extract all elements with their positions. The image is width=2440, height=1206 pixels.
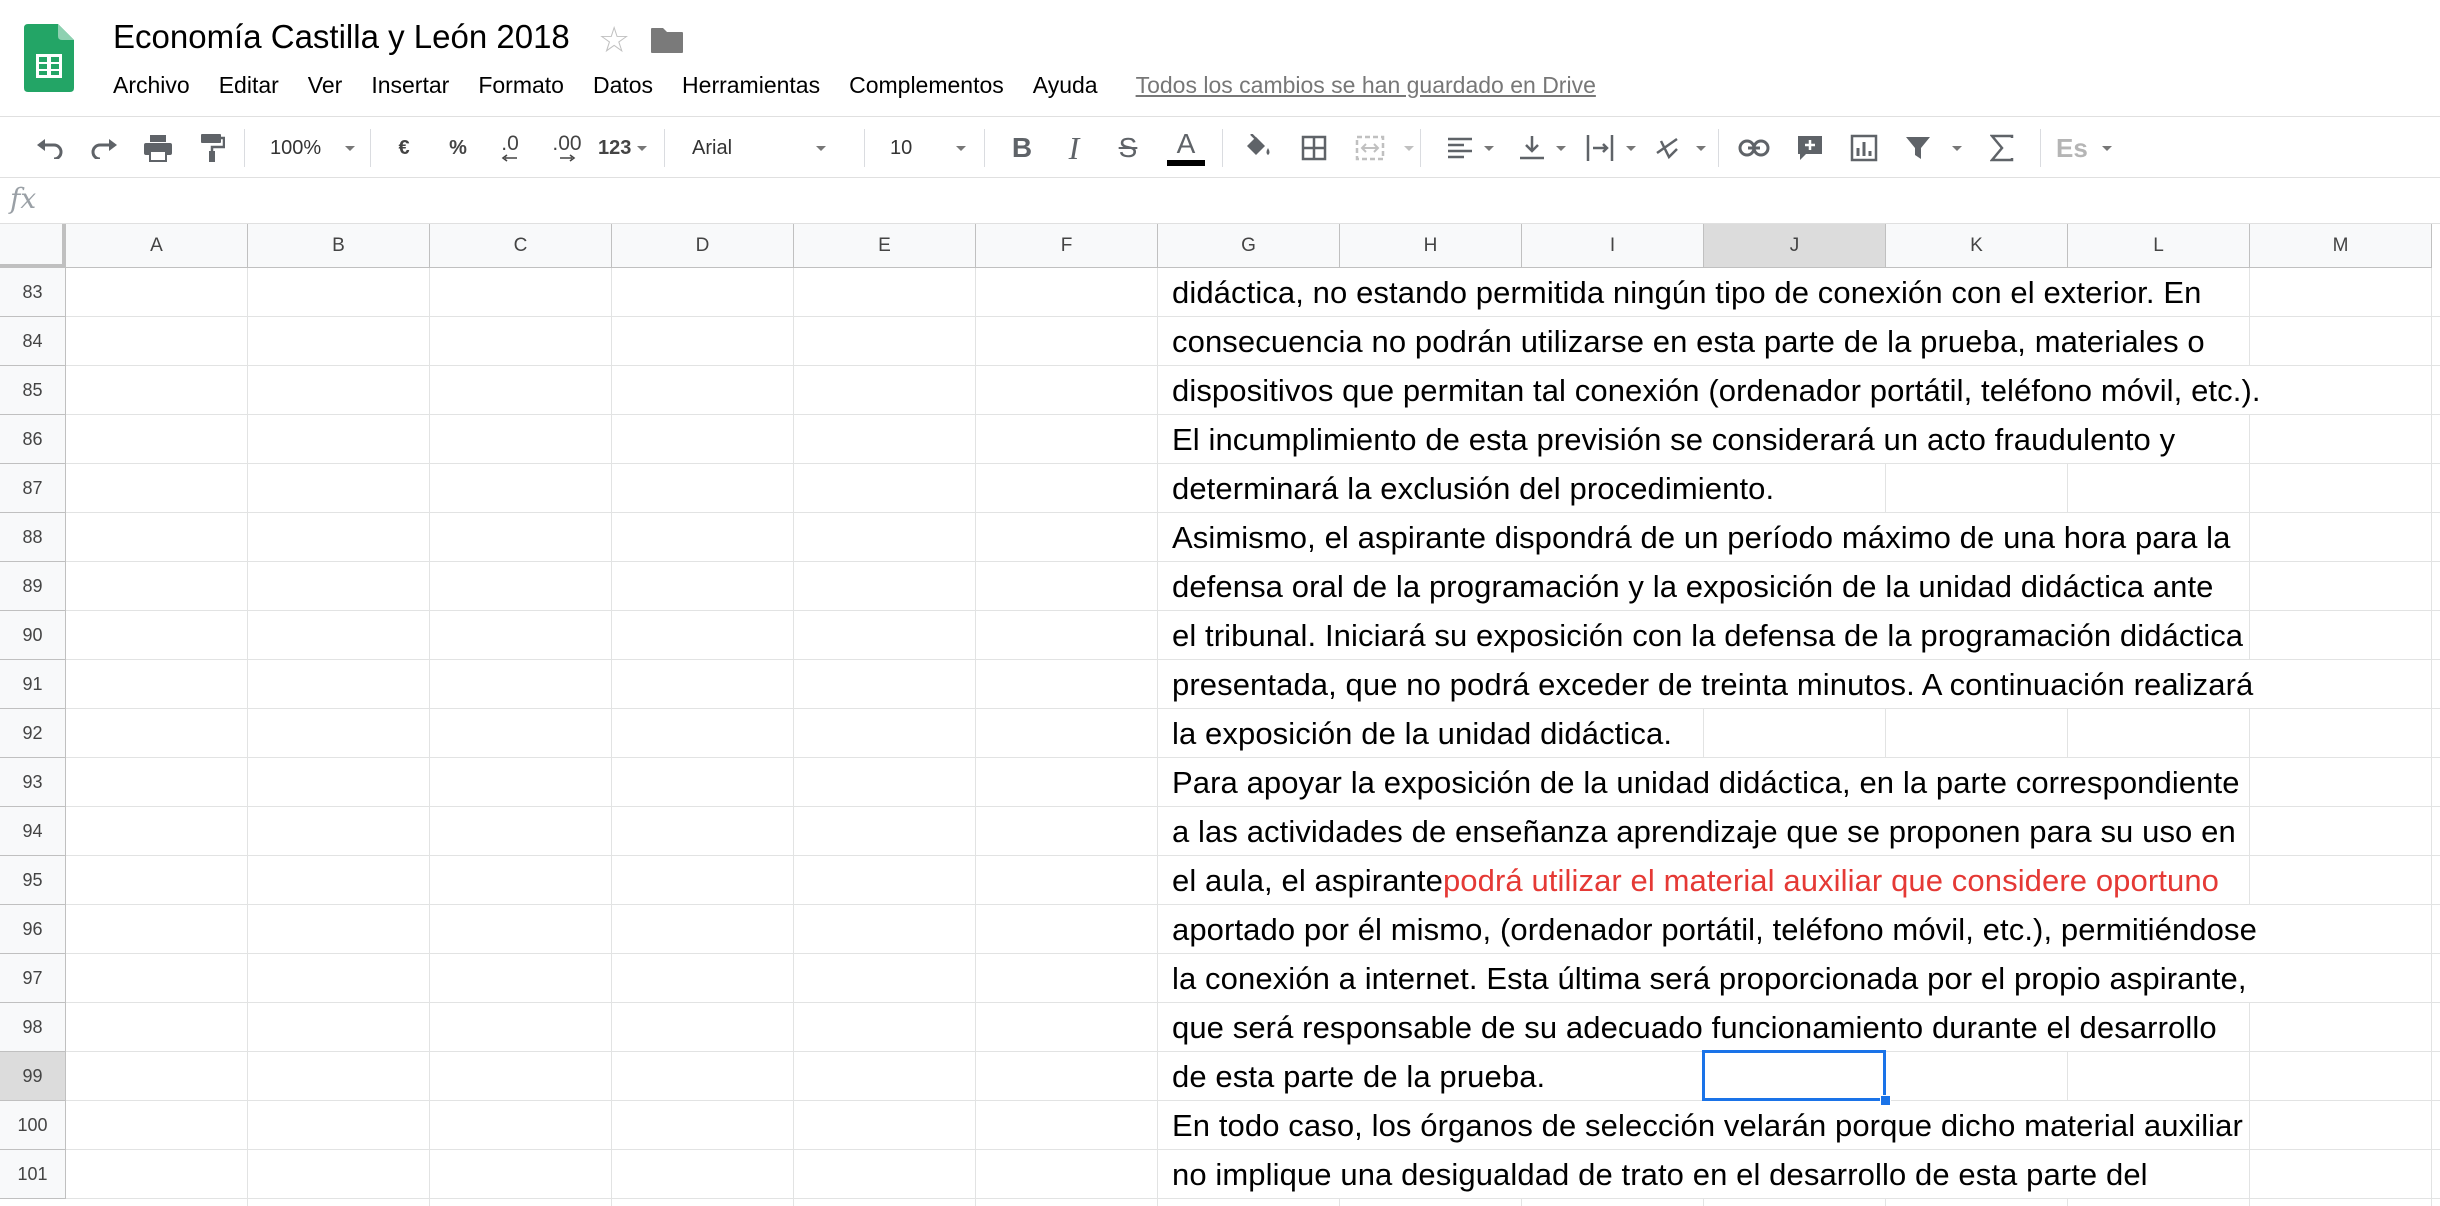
- document-title[interactable]: Economía Castilla y León 2018: [113, 18, 570, 55]
- redo-icon[interactable]: [84, 117, 124, 179]
- text-run: aportado por él mismo, (ordenador portátil, teléfono móvil, etc.), permitiéndose: [1172, 911, 2257, 947]
- text-run: no implique una desigualdad de trato en el desarrollo de esta parte del: [1172, 1156, 2148, 1192]
- text-color-button[interactable]: A: [1166, 117, 1206, 179]
- column-header-b[interactable]: B: [248, 224, 430, 268]
- increase-decimals-button[interactable]: .00: [544, 117, 590, 179]
- cell-g90[interactable]: [1172, 611, 2243, 660]
- insert-link-icon[interactable]: [1734, 117, 1774, 179]
- text-run: a las actividades de enseñanza aprendizaje que se proponen para su uso en: [1172, 813, 2236, 849]
- row-header-84[interactable]: 84: [0, 317, 66, 366]
- text-run: la exposición de la unidad didáctica.: [1172, 715, 1673, 751]
- undo-icon[interactable]: [30, 117, 70, 179]
- cell-g83[interactable]: [1172, 268, 2201, 317]
- horizontal-align-icon[interactable]: [1440, 117, 1480, 179]
- select-all-corner[interactable]: [0, 224, 66, 268]
- text-run: la conexión a internet. Esta última será proporcionada por el propio aspirante,: [1172, 960, 2247, 996]
- text-run: En todo caso, los órganos de selección velarán porque dicho material auxiliar: [1172, 1107, 2243, 1143]
- row-header-85[interactable]: 85: [0, 366, 66, 415]
- zoom-select[interactable]: [270, 117, 355, 179]
- column-header-a[interactable]: A: [66, 224, 248, 268]
- cell-g87[interactable]: [1172, 464, 1774, 513]
- filter-icon[interactable]: [1898, 117, 1938, 179]
- text-run: Para apoyar la exposición de la unidad didáctica, en la parte correspondiente: [1172, 764, 2240, 800]
- cell-g98[interactable]: [1172, 1003, 2217, 1052]
- cell-g95[interactable]: [1172, 856, 2219, 905]
- insert-comment-icon[interactable]: [1790, 117, 1830, 179]
- text-run: El incumplimiento de esta previsión se considerará un acto fraudulento y: [1172, 421, 2176, 457]
- input-tools-select[interactable]: Es: [2056, 117, 2112, 179]
- menu-bar: [113, 68, 1596, 102]
- italic-button[interactable]: I: [1068, 129, 1080, 166]
- cell-g85[interactable]: [1172, 366, 2261, 415]
- zoom-value: 100%: [270, 136, 322, 159]
- formula-bar: [0, 178, 2440, 224]
- column-header-i[interactable]: I: [1522, 224, 1704, 268]
- text-rotation-icon[interactable]: [1650, 117, 1690, 179]
- font-size-select[interactable]: 10: [890, 117, 966, 179]
- menu-herramientas[interactable]: Herramientas: [682, 71, 821, 98]
- currency-format-button[interactable]: €: [398, 136, 410, 159]
- folder-icon[interactable]: [650, 26, 684, 54]
- row-header-100[interactable]: 100: [0, 1101, 66, 1150]
- insert-chart-icon[interactable]: [1844, 117, 1884, 179]
- row-header-89[interactable]: 89: [0, 562, 66, 611]
- highlighted-text: podrá utilizar el material auxiliar que considere oportuno: [1442, 862, 2220, 898]
- text-run: de esta parte de la prueba.: [1172, 1058, 1546, 1094]
- selected-cell[interactable]: [1702, 1050, 1886, 1101]
- fill-color-icon[interactable]: [1238, 117, 1278, 179]
- row-header-92[interactable]: 92: [0, 709, 66, 758]
- fx-icon: fx: [10, 182, 37, 215]
- cell-g93[interactable]: [1172, 758, 2240, 807]
- row-header-90[interactable]: 90: [0, 611, 66, 660]
- sheets-logo-icon[interactable]: [24, 24, 74, 92]
- row-header-87[interactable]: 87: [0, 464, 66, 513]
- text-run: dispositivos que permitan tal conexión (ordenador portátil, teléfono móvil, etc.).: [1172, 372, 2261, 408]
- text-run: Asimismo, el aspirante dispondrá de un período máximo de una hora para la: [1172, 519, 2231, 555]
- merge-cells-icon[interactable]: [1350, 117, 1390, 179]
- cell-g94[interactable]: [1172, 807, 2236, 856]
- text-run: defensa oral de la programación y la exposición de la unidad didáctica ante: [1172, 568, 2214, 604]
- header: [0, 0, 2440, 116]
- menu-ayuda[interactable]: Ayuda: [1032, 71, 1098, 98]
- column-header-h[interactable]: H: [1340, 224, 1522, 268]
- row-header-95[interactable]: 95: [0, 856, 66, 905]
- column-header-d[interactable]: D: [612, 224, 794, 268]
- row-header-99[interactable]: 99: [0, 1052, 66, 1101]
- strikethrough-button[interactable]: S: [1118, 132, 1138, 163]
- row-header-97[interactable]: 97: [0, 954, 66, 1003]
- cell-g101[interactable]: [1172, 1150, 2148, 1199]
- menu-editar[interactable]: Editar: [218, 71, 279, 98]
- text-color-swatch: [1167, 160, 1205, 166]
- column-header-f[interactable]: F: [976, 224, 1158, 268]
- save-status-link[interactable]: Todos los cambios se han guardado en Drive: [1135, 71, 1596, 98]
- paint-format-icon[interactable]: [192, 117, 232, 179]
- vertical-align-icon[interactable]: [1512, 117, 1552, 179]
- column-header-e[interactable]: E: [794, 224, 976, 268]
- column-header-j[interactable]: J: [1704, 224, 1886, 268]
- menu-complementos[interactable]: Complementos: [849, 71, 1004, 98]
- row-header-86[interactable]: 86: [0, 415, 66, 464]
- cell-g96[interactable]: [1172, 905, 2257, 954]
- cell-g100[interactable]: [1172, 1101, 2243, 1150]
- formula-input[interactable]: [60, 184, 2424, 218]
- decrease-decimals-button[interactable]: .0: [490, 117, 530, 179]
- text-run: didáctica, no estando permitida ningún tipo de conexión con el exterior. En: [1172, 274, 2202, 310]
- menu-formato[interactable]: Formato: [478, 71, 564, 98]
- cell-g99[interactable]: [1172, 1052, 1545, 1101]
- text-run: el tribunal. Iniciará su exposición con la defensa de la programación didáctica: [1172, 617, 2244, 653]
- row-header-83[interactable]: 83: [0, 268, 66, 317]
- cell-area[interactable]: [66, 268, 2440, 1206]
- text-run: determinará la exclusión del procedimiento.: [1172, 470, 1775, 506]
- row-header-96[interactable]: 96: [0, 905, 66, 954]
- menu-ver[interactable]: Ver: [307, 71, 343, 98]
- column-header-c[interactable]: C: [430, 224, 612, 268]
- font-family-select[interactable]: Arial: [692, 117, 826, 179]
- cell-g88[interactable]: [1172, 513, 2230, 562]
- fill-handle[interactable]: [1880, 1095, 1891, 1106]
- text-run: presentada, que no podrá exceder de treinta minutos. A continuación realizará: [1172, 666, 2254, 702]
- cell-g91[interactable]: [1172, 660, 2253, 709]
- cell-g89[interactable]: [1172, 562, 2214, 611]
- functions-icon[interactable]: [1982, 117, 2022, 179]
- print-icon[interactable]: [138, 117, 178, 179]
- column-header-l[interactable]: L: [2068, 224, 2250, 268]
- bold-button[interactable]: B: [1011, 132, 1033, 163]
- text-wrapping-icon[interactable]: [1580, 117, 1620, 179]
- column-header-g[interactable]: G: [1158, 224, 1340, 268]
- menu-datos[interactable]: Datos: [592, 71, 654, 98]
- cell-g84[interactable]: [1172, 317, 2205, 366]
- menu-insertar[interactable]: Insertar: [371, 71, 450, 98]
- toolbar: [0, 116, 2440, 178]
- menu-archivo[interactable]: Archivo: [113, 71, 190, 98]
- text-run: el aula, el aspirante: [1172, 862, 1443, 898]
- row-header-91[interactable]: 91: [0, 660, 66, 709]
- column-header-m[interactable]: M: [2250, 224, 2432, 268]
- row-header-101[interactable]: 101: [0, 1150, 66, 1199]
- cell-g86[interactable]: [1172, 415, 2175, 464]
- row-header-94[interactable]: 94: [0, 807, 66, 856]
- cell-g92[interactable]: [1172, 709, 1672, 758]
- more-formats-select[interactable]: 123: [598, 117, 647, 179]
- row-header-93[interactable]: 93: [0, 758, 66, 807]
- percent-format-button[interactable]: %: [449, 136, 467, 159]
- row-header-88[interactable]: 88: [0, 513, 66, 562]
- spreadsheet-grid: [0, 224, 2440, 1206]
- cell-g97[interactable]: [1172, 954, 2247, 1003]
- row-header-98[interactable]: 98: [0, 1003, 66, 1052]
- star-icon[interactable]: ☆: [598, 19, 631, 60]
- borders-icon[interactable]: [1294, 117, 1334, 179]
- text-run: consecuencia no podrán utilizarse en esta parte de la prueba, materiales o: [1172, 323, 2205, 359]
- column-header-k[interactable]: K: [1886, 224, 2068, 268]
- text-run: que será responsable de su adecuado funcionamiento durante el desarrollo: [1172, 1009, 2217, 1045]
